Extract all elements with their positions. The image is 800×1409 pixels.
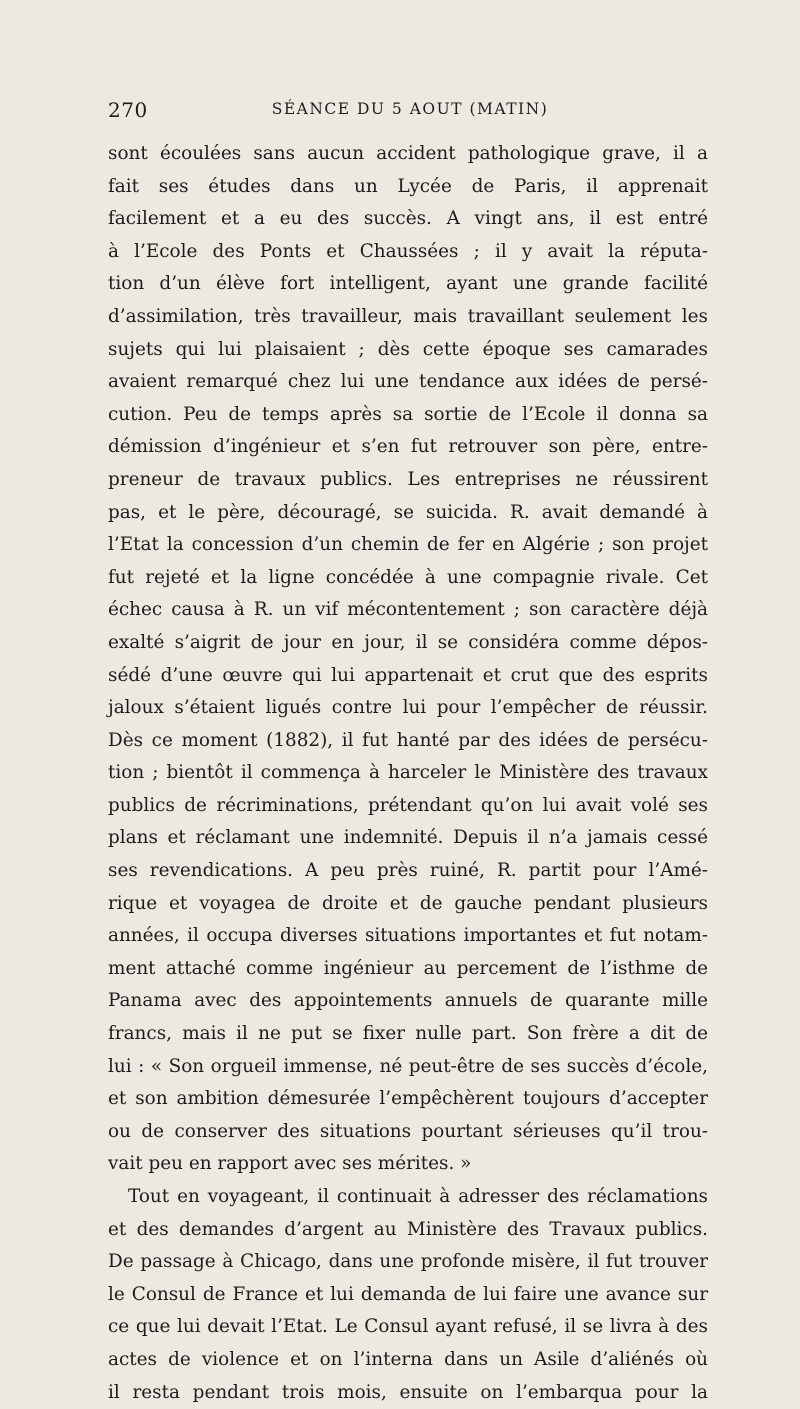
text-line: ou de conserver des situations pourtant sérieuses qu’il trou- (108, 1120, 708, 1142)
text-line: preneur de travaux publics. Les entreprises ne réussirent (108, 468, 708, 490)
text-line: avaient remarqué chez lui une tendance aux idées de persé- (108, 371, 708, 393)
text-line: fut rejeté et la ligne concédée à une compagnie rivale. Cet (108, 566, 708, 588)
running-head: SÉANCE DU 5 AOUT (MATIN) (271, 100, 549, 118)
text-line: il resta pendant trois mois, ensuite on l’embarqua pour la (108, 1381, 708, 1403)
text-line: Dès ce moment (1882), il fut hanté par des idées de persécu- (108, 729, 708, 751)
text-line: Tout en voyageant, il continuait à adresser des réclamations (128, 1186, 708, 1207)
text-line: ses revendications. A peu près ruiné, R. partit pour l’Amé- (108, 860, 708, 882)
page-number: 270 (108, 98, 148, 122)
text-line: publics de récriminations, prétendant qu’on lui avait volé ses (108, 794, 708, 816)
text-line: actes de violence et on l’interna dans un Asile d’aliénés où (108, 1348, 708, 1370)
body-text (108, 138, 708, 1409)
text-line: cution. Peu de temps après sa sortie de l’Ecole il donna sa (108, 403, 708, 425)
text-line: le Consul de France et lui demanda de lui faire une avance sur (108, 1283, 708, 1305)
text-line: rique et voyagea de droite et de gauche pendant plusieurs (108, 892, 708, 914)
text-line: années, il occupa diverses situations importantes et fut notam- (108, 925, 708, 947)
text-line: lui : « Son orgueil immense, né peut-être de ses succès d’école, (108, 1055, 708, 1077)
text-line: francs, mais il ne put se fixer nulle part. Son frère a dit de (108, 1023, 708, 1045)
text-line: tion d’un élève fort intelligent, ayant une grande facilité (108, 273, 708, 295)
text-line: échec causa à R. un vif mécontentement ; son caractère déjà (108, 599, 708, 621)
text-line: vait peu en rapport avec ses mérites. » (108, 1153, 472, 1175)
text-line: sujets qui lui plaisaient ; dès cette époque ses camarades (108, 338, 708, 360)
page-header (108, 98, 712, 130)
text-line: d’assimilation, très travailleur, mais travaillant seulement les (108, 305, 708, 327)
text-line: et des demandes d’argent au Ministère des Travaux publics. (108, 1218, 708, 1240)
text-line: jaloux s’étaient ligués contre lui pour l’empêcher de réussir. (108, 697, 708, 719)
text-line: exalté s’aigrit de jour en jour, il se considéra comme dépos- (108, 631, 708, 653)
text-line: sédé d’une œuvre qui lui appartenait et crut que des esprits (108, 664, 708, 686)
text-line: tion ; bientôt il commença à harceler le Ministère des travaux (108, 762, 708, 784)
text-line: pas, et le père, découragé, se suicida. R. avait demandé à (108, 501, 708, 523)
text-line: De passage à Chicago, dans une profonde misère, il fut trouver (108, 1251, 708, 1273)
text-line: et son ambition démesurée l’empêchèrent toujours d’accepter (108, 1088, 708, 1110)
text-line: ce que lui devait l’Etat. Le Consul ayant refusé, il se livra à des (108, 1316, 708, 1338)
text-line: ment attaché comme ingénieur au percement de l’isthme de (108, 957, 708, 979)
text-line: plans et réclamant une indemnité. Depuis il n’a jamais cessé (108, 827, 708, 849)
text-line: fait ses études dans un Lycée de Paris, il apprenait (108, 175, 708, 197)
text-line: à l’Ecole des Ponts et Chaussées ; il y avait la réputa- (108, 240, 708, 262)
text-line: démission d’ingénieur et s’en fut retrouver son père, entre- (108, 436, 708, 458)
text-line: sont écoulées sans aucun accident pathologique grave, il a (108, 143, 708, 164)
text-line: l’Etat la concession d’un chemin de fer en Algérie ; son projet (108, 534, 708, 556)
text-line: facilement et a eu des succès. A vingt ans, il est entré (108, 208, 708, 230)
text-line: Panama avec des appointements annuels de quarante mille (108, 990, 708, 1012)
